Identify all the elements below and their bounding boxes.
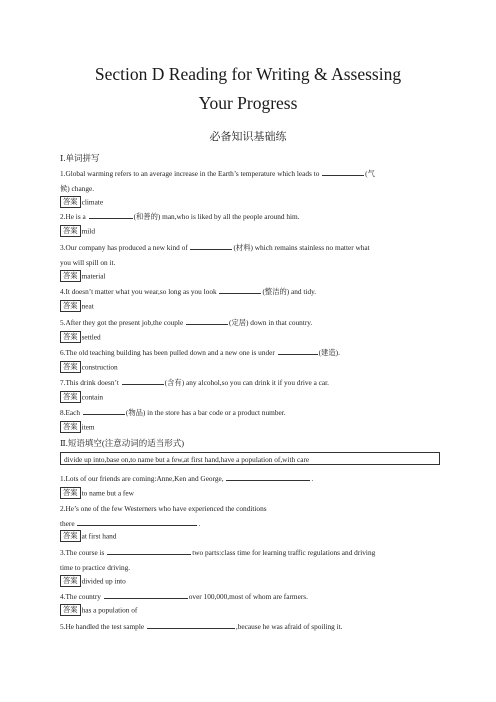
part2-heading: Ⅱ.短语填空(注意动词的适当形式) bbox=[60, 438, 185, 448]
answer-tag: 答案 bbox=[60, 361, 81, 373]
part2-answer-2: 答案 at first hand bbox=[60, 530, 116, 542]
part1-heading: Ⅰ.单词拼写 bbox=[60, 153, 100, 163]
answer-blank[interactable] bbox=[107, 546, 191, 555]
part1-question-7: 7.This drink doesn’t (含有) any alcohol,so you can drink it if you drive a car. bbox=[60, 378, 330, 387]
answer-blank[interactable] bbox=[89, 210, 133, 219]
answer-tag: 答案 bbox=[60, 331, 81, 343]
answer-tag: 答案 bbox=[60, 487, 81, 499]
subtitle: 必备知识基础练 bbox=[209, 131, 287, 143]
part2-answer-1: 答案 to name but a few bbox=[60, 487, 134, 499]
part1-answer-5: 答案 settled bbox=[60, 331, 101, 343]
answer-blank[interactable] bbox=[226, 472, 310, 481]
answer-blank[interactable] bbox=[77, 517, 197, 526]
part2-question-2: 2.He’s one of the few Westerners who have experienced the conditions there . bbox=[60, 504, 267, 528]
part2-question-5: 5.He handled the test sample ,because he was afraid of spoiling it. bbox=[60, 622, 343, 631]
part1-question-2: 2.He is a (和善的) man,who is liked by all the people around him. bbox=[60, 212, 300, 221]
part1-answer-6: 答案 construction bbox=[60, 361, 118, 373]
part1-answer-7: 答案 contain bbox=[60, 391, 103, 403]
part2-question-1: 1.Lots of our friends are coming:Anne,Ken and George, . bbox=[60, 474, 314, 483]
answer-tag: 答案 bbox=[60, 391, 81, 403]
part2-question-3: 3.The course is two parts:class time for learning traffic regulations and driving time to practice driving. bbox=[60, 548, 376, 572]
part1-question-8: 8.Each (物品) in the store has a bar code or a product number. bbox=[60, 408, 286, 417]
answer-tag: 答案 bbox=[60, 575, 81, 587]
answer-tag: 答案 bbox=[60, 421, 81, 433]
answer-blank[interactable] bbox=[147, 620, 235, 629]
part2-question-4: 4.The country over 100,000,most of whom are farmers. bbox=[60, 592, 308, 601]
answer-tag: 答案 bbox=[60, 604, 81, 616]
part2-answer-4: 答案 has a population of bbox=[60, 604, 137, 616]
part1-answer-1: 答案 climate bbox=[60, 196, 103, 208]
part1-answer-4: 答案 neat bbox=[60, 300, 94, 312]
part1-answer-3: 答案 material bbox=[60, 270, 106, 282]
answer-blank[interactable] bbox=[186, 316, 228, 325]
part1-question-4: 4.It doesn’t matter what you wear,so long as you look (整洁的) and tidy. bbox=[60, 287, 317, 296]
phrase-box: divide up into,base on,to name but a few,at first hand,have a population of,with care bbox=[60, 452, 440, 465]
answer-blank[interactable] bbox=[278, 346, 318, 355]
part1-question-3: 3.Our company has produced a new kind of (材料) which remains stainless no matter what you will spill on it. bbox=[60, 243, 370, 267]
part1-answer-2: 答案 mild bbox=[60, 225, 95, 237]
answer-blank[interactable] bbox=[322, 167, 364, 176]
part2-answer-3: 答案 divided up into bbox=[60, 575, 126, 587]
part1-answer-8: 答案 item bbox=[60, 421, 95, 433]
part1-question-5: 5.After they got the present job,the couple (定居) down in that country. bbox=[60, 318, 313, 327]
answer-blank[interactable] bbox=[83, 406, 125, 415]
answer-blank[interactable] bbox=[104, 590, 188, 599]
part1-question-6: 6.The old teaching building has been pulled down and a new one is under (建造). bbox=[60, 348, 340, 357]
part1-question-1: 1.Global warming refers to an average increase in the Earth’s temperature which leads to (气 候) change. bbox=[60, 169, 375, 193]
section-title-line2: Your Progress bbox=[198, 93, 298, 113]
answer-tag: 答案 bbox=[60, 300, 81, 312]
answer-tag: 答案 bbox=[60, 225, 81, 237]
answer-blank[interactable] bbox=[219, 285, 261, 294]
answer-tag: 答案 bbox=[60, 196, 81, 208]
answer-tag: 答案 bbox=[60, 270, 81, 282]
answer-blank[interactable] bbox=[190, 241, 232, 250]
answer-blank[interactable] bbox=[122, 376, 164, 385]
section-title-line1: Section D Reading for Writing & Assessing bbox=[94, 64, 402, 84]
answer-tag: 答案 bbox=[60, 530, 81, 542]
